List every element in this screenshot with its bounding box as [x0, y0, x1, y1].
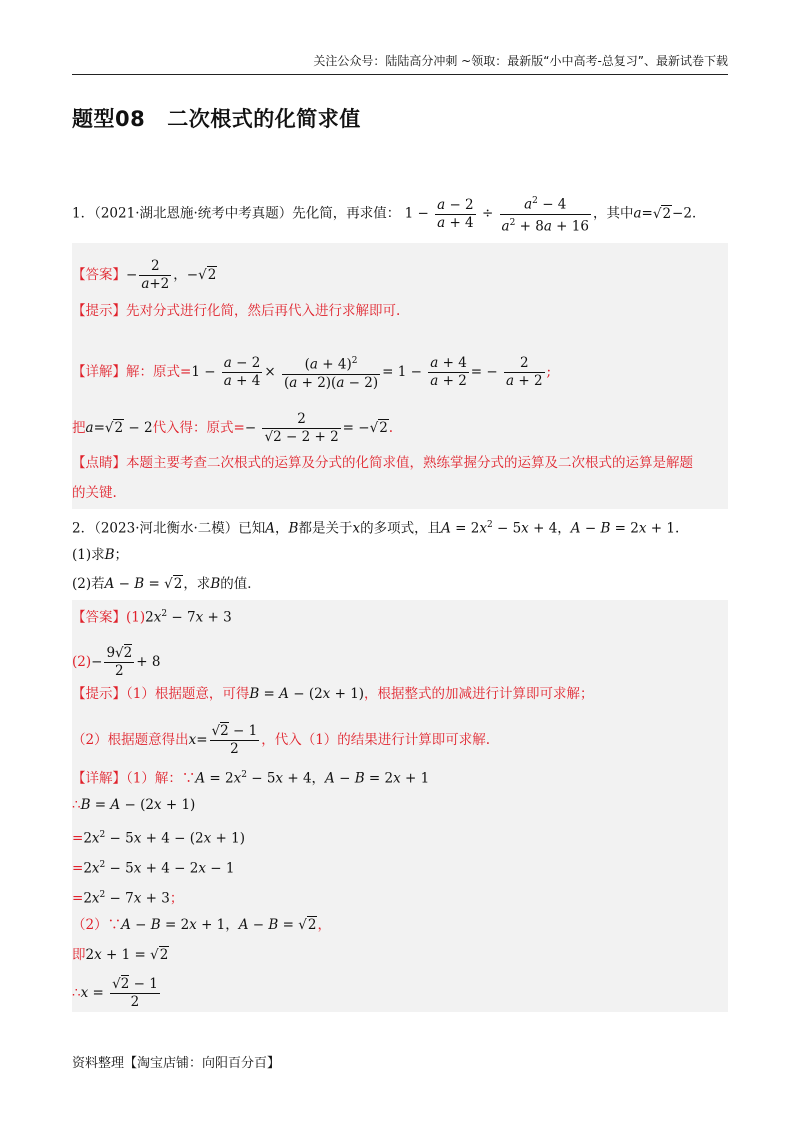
q2-hint-1: 【提示】（1）根据题意，可得B = A − (2x + 1)，根据整式的加减进行计算即可求解；	[72, 686, 594, 702]
page-footer	[72, 1052, 280, 1071]
q2-detail-4: $=2x^2 - 5x + 4 - 2x - 1$	[72, 860, 235, 877]
q2-detail-5: $=2x^2 - 7x + 3$；	[72, 890, 184, 907]
q1-detail: 【详解】解：原式=1 − $\frac{a - 2}{a + 4}$ × $\frac{(a + 4)^2}{(a + 2)(a - 2)}$ = 1 − $\frac{a + 4}{a + 2}$ = − $\frac{2}{a + 2}$ ;	[72, 354, 552, 391]
q1-substitute: 把a=√2 − 2代入得：原式=− $\frac{2}{√2 - 2 + 2}$ = −√2.	[72, 411, 394, 445]
q2-detail-7: 即2x + 1 = √2	[72, 947, 169, 963]
title-text: 二次根式的化简求值	[167, 107, 361, 131]
page-title	[72, 103, 361, 133]
page-header	[72, 52, 728, 75]
q2-detail-6: （2）∵A − B = 2x + 1，A − B = √2，	[72, 917, 331, 933]
q1-hint: 【提示】先对分式进行化简，然后再代入进行求解即可.	[72, 303, 401, 319]
q1-point-cont: 的关键.	[72, 485, 117, 501]
q2-answer-1: 【答案】$(1)2x^2 - 7x + 3$	[72, 609, 232, 626]
q2-answer-2: (2)− $\frac{9√2}{2}$ + 8	[72, 645, 161, 679]
q2-stem: 2．（2023·河北衡水·二模）已知A，B都是关于x的多项式，且$A = 2x^2 - 5x + 4$，A − B = 2x + 1.	[72, 520, 680, 537]
header-text: 关注公众号：陆陆高分冲刺 ~领取：最新版“小中高考-总复习”、最新试卷下载	[313, 54, 728, 68]
q2-detail-1: 【详解】（1）解：∵A = $2x^2 - 5x + 4$，A − B = 2x + 1	[72, 770, 430, 787]
q2-detail-2: ∴B = A − (2x + 1)	[72, 797, 196, 813]
footer-text: 资料整理【淘宝店铺：向阳百分百】	[72, 1056, 281, 1071]
q2-part1: (1)求B；	[72, 547, 129, 563]
q1-stem: 1．（2021·湖北恩施·统考中考真题）先化简，再求值： 1 − $\frac{a - 2}{a + 4}$ ÷ $\frac{a^2 - 4}{a^2 + 8a + 16}$ ，其中a=√2−2．	[72, 193, 705, 235]
q1-answer: 【答案】− $\frac{2}{a+2}$ ，−√2	[72, 258, 217, 292]
q2-hint-2: （2）根据题意得出x= $\frac{√2 - 1}{2}$ ，代入（1）的结果进行计算即可求解.	[72, 723, 491, 757]
q2-detail-8: ∴x = $\frac{√2 - 1}{2}$	[72, 976, 158, 1010]
q2-part2: (2)若A − B = √2，求B的值．	[72, 576, 261, 592]
q1-point: 【点睛】本题主要考查二次根式的运算及分式的化简求值，熟练掌握分式的运算及二次根式的运算是解题	[72, 455, 693, 471]
title-label: 题型08	[72, 107, 146, 131]
q2-detail-3: $=2x^2 - 5x + 4 - (2x + 1)$	[72, 830, 245, 847]
